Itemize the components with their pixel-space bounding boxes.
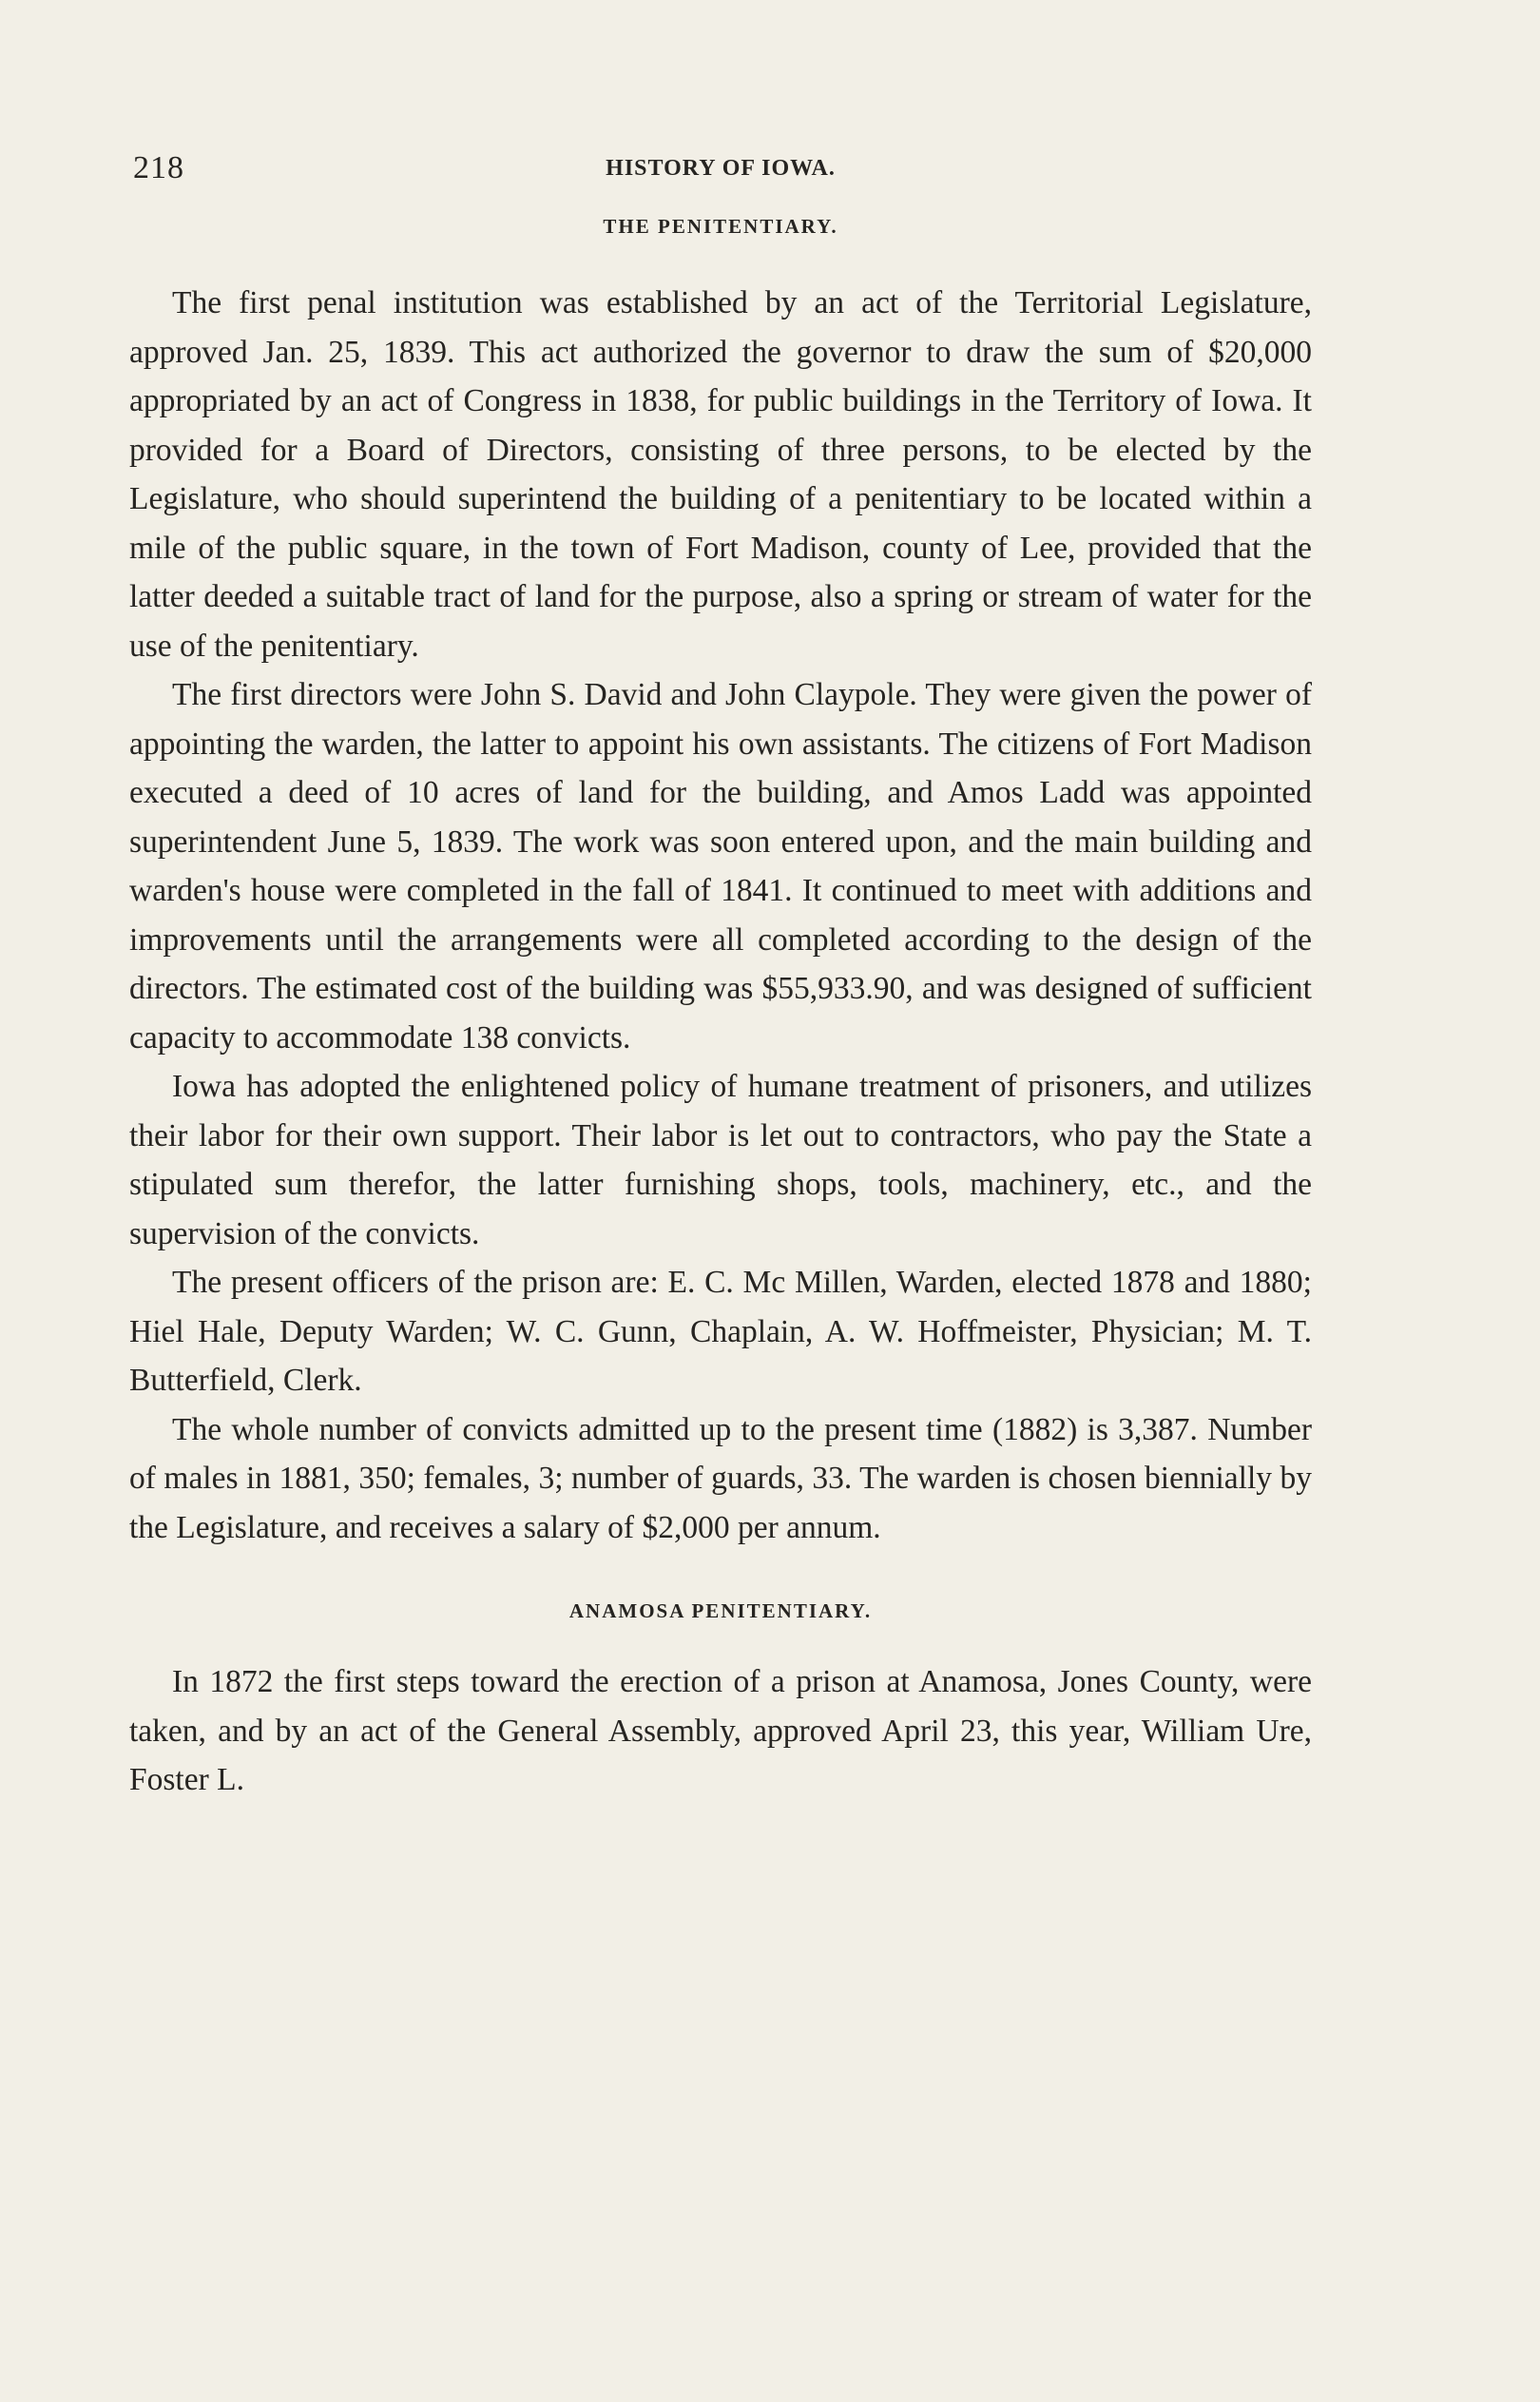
paragraph: The first directors were John S. David and John Claypole. They were given the power of appointing the warden, the latter to appoint his own assistants. The citizens of Fort Madison executed a deed of 10 acres of land for the building, and Amos Ladd was appointed superintendent June 5, 1839. The work was soon entered upon, and the main building and warden's house were completed in the fall of 1841. It continued to meet with additions and improvements until the arrangements were all completed according to the design of the directors. The estimated cost of the building was $55,933.90, and was designed of sufficient capacity to accommodate 138 convicts.	[129, 677, 1312, 1056]
book-page	[129, 143, 1312, 1805]
book-title: HISTORY OF IOWA.	[606, 156, 836, 181]
paragraph: The whole number of convicts admitted up to the present time (1882) is 3,387. Number of males in 1881, 350; females, 3; number of guards, 33. The warden is chosen biennially by the Legislature, and receives a salary of $2,000 per annum.	[129, 1411, 1312, 1545]
section-title-anamosa-penitentiary: ANAMOSA PENITENTIARY.	[568, 1599, 873, 1622]
page-number: 218	[133, 150, 184, 185]
paragraph: In 1872 the first steps toward the erection of a prison at Anamosa, Jones County, were taken, and by an act of the General Assembly, approved April 23, this year, William Ure, Foster L.	[129, 1664, 1312, 1797]
paragraph: The first penal institution was established by an act of the Territorial Legislature, approved Jan. 25, 1839. This act authorized the governor to draw the sum of $20,000 appropriated by an act of Congress in 1838, for public buildings in the Territory of Iowa. It provided for a Board of Directors, consisting of three persons, to be elected by the Legislature, who should superintend the building of a penitentiary to be located within a mile of the public square, in the town of Fort Madison, county of Lee, provided that the latter deeded a suitable tract of land for the purpose, also a spring or stream of water for the use of the penitentiary.	[129, 285, 1312, 664]
paragraph: Iowa has adopted the enlightened policy of humane treatment of prisoners, and utilizes their labor for their own support. Their labor is let out to contractors, who pay the State a stipulated sum therefor, the latter furnishing shops, tools, machinery, etc., and the supervision of the convicts.	[129, 1069, 1312, 1251]
running-head	[129, 143, 1312, 200]
section-title-penitentiary: THE PENITENTIARY.	[603, 215, 838, 238]
paragraph: The present officers of the prison are: E. C. Mc Millen, Warden, elected 1878 and 1880; Hiel Hale, Deputy Warden; W. C. Gunn, Chaplain, A. W. Hoffmeister, Physician; M. T. Butterfield, Clerk.	[129, 1265, 1312, 1398]
